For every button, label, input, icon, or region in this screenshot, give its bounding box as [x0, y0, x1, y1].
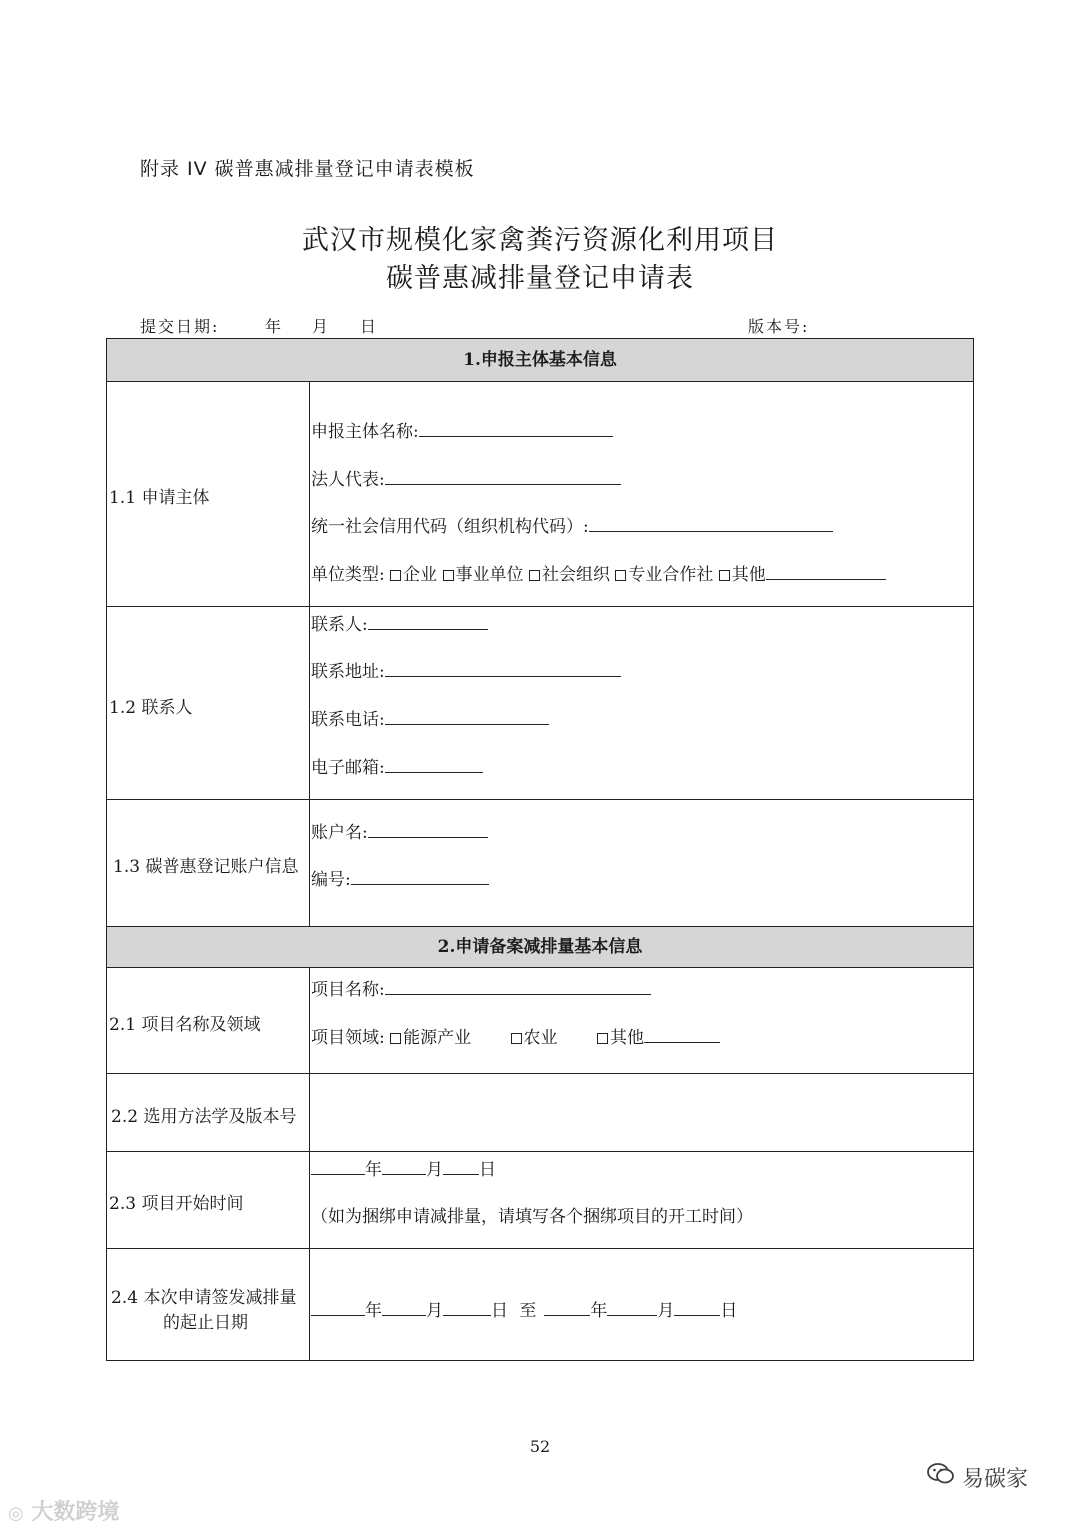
- account-number-field[interactable]: [311, 865, 489, 890]
- unit-type-label: 单位类型:: [311, 565, 385, 585]
- checkbox-icon[interactable]: [390, 1033, 401, 1044]
- unit-type-cooperative[interactable]: 专业合作社: [615, 565, 713, 585]
- start-month-blank[interactable]: [382, 1158, 426, 1175]
- start-day-blank[interactable]: [443, 1158, 479, 1175]
- unit-type-field: [311, 560, 886, 585]
- divider: [107, 967, 973, 968]
- row-label-1-3: 1.3 碳普惠登记账户信息: [113, 857, 299, 877]
- contact-phone-field[interactable]: [311, 705, 549, 730]
- submit-date-label: 提交日期:: [140, 317, 220, 336]
- contact-person-field[interactable]: [311, 610, 488, 635]
- unit-type-other-blank[interactable]: [766, 563, 886, 580]
- watermark-right-text: 易碳家: [962, 1466, 1029, 1492]
- submit-month-label: 月: [312, 317, 331, 336]
- account-name-field[interactable]: [311, 818, 488, 843]
- unit-type-institution[interactable]: 事业单位: [443, 565, 524, 585]
- section2-header: 2.申请备案减排量基本信息: [107, 927, 973, 967]
- legal-rep-blank[interactable]: [385, 468, 621, 485]
- checkbox-icon[interactable]: [443, 570, 454, 581]
- contact-email-blank[interactable]: [385, 756, 483, 773]
- section1-header: 1.申报主体基本信息: [107, 339, 973, 381]
- divider: [107, 381, 973, 382]
- application-form-table: [106, 338, 974, 1361]
- from-year-blank[interactable]: [311, 1299, 365, 1316]
- contact-person-blank[interactable]: [368, 613, 488, 630]
- row-label-2-4-line2: 的起止日期: [163, 1313, 248, 1333]
- account-name-blank[interactable]: [368, 821, 488, 838]
- to-day-blank[interactable]: [674, 1299, 720, 1316]
- checkbox-icon[interactable]: [597, 1033, 608, 1044]
- checkbox-icon[interactable]: [615, 570, 626, 581]
- divider: [107, 606, 973, 607]
- contact-email-field[interactable]: [311, 753, 483, 778]
- row-label-2-3: 2.3 项目开始时间: [109, 1194, 244, 1214]
- divider: [107, 799, 973, 800]
- project-name-blank[interactable]: [385, 978, 651, 995]
- checkbox-icon[interactable]: [390, 570, 401, 581]
- form-subtitle: 碳普惠减排量登记申请表: [386, 263, 694, 294]
- page-number: 52: [529, 1437, 551, 1456]
- watermark-left-text: 大数跨境: [31, 1500, 120, 1525]
- contact-phone-blank[interactable]: [385, 708, 549, 725]
- row-label-2-4-line1: 2.4 本次申请签发减排量: [111, 1288, 297, 1308]
- applicant-name-field[interactable]: [311, 417, 613, 442]
- project-start-date-field[interactable]: 年 月 日: [311, 1155, 496, 1180]
- weibo-icon: ◎: [8, 1503, 24, 1524]
- form-title: 武汉市规模化家禽粪污资源化利用项目: [302, 225, 778, 256]
- to-year-blank[interactable]: [544, 1299, 590, 1316]
- contact-phone-label: 联系电话:: [311, 710, 385, 730]
- start-year-blank[interactable]: [311, 1158, 365, 1175]
- wechat-icon: [926, 1461, 956, 1493]
- unit-type-enterprise[interactable]: 企业: [390, 565, 437, 585]
- credit-code-blank[interactable]: [589, 515, 833, 532]
- project-name-label: 项目名称:: [311, 980, 385, 1000]
- appendix-heading: 附录 IV 碳普惠减排量登记申请表模板: [140, 158, 475, 180]
- unit-type-other[interactable]: 其他: [719, 565, 766, 585]
- applicant-name-blank[interactable]: [419, 420, 613, 437]
- domain-agriculture[interactable]: 农业: [511, 1028, 558, 1048]
- legal-rep-field[interactable]: [311, 465, 621, 490]
- bundled-note: （如为捆绑申请减排量，请填写各个捆绑项目的开工时间）: [311, 1207, 753, 1227]
- contact-address-blank[interactable]: [385, 660, 621, 677]
- account-number-blank[interactable]: [351, 868, 489, 885]
- contact-address-label: 联系地址:: [311, 662, 385, 682]
- divider: [107, 1073, 973, 1074]
- watermark-right: [926, 1461, 1028, 1493]
- unit-type-social-org[interactable]: 社会组织: [529, 565, 610, 585]
- column-divider: [309, 967, 310, 1360]
- project-domain-label: 项目领域:: [311, 1028, 385, 1048]
- account-name-label: 账户名:: [311, 823, 368, 843]
- legal-rep-label: 法人代表:: [311, 470, 385, 490]
- methodology-input-area[interactable]: [317, 1089, 967, 1129]
- account-number-label: 编号:: [311, 870, 351, 890]
- project-domain-field: [311, 1023, 720, 1048]
- divider: [107, 1248, 973, 1249]
- credit-code-label: 统一社会信用代码（组织机构代码）:: [311, 517, 589, 537]
- divider: [107, 1151, 973, 1152]
- domain-other[interactable]: 其他: [597, 1028, 644, 1048]
- checkbox-icon[interactable]: [719, 570, 730, 581]
- column-divider: [309, 381, 310, 927]
- contact-address-field[interactable]: [311, 657, 621, 682]
- domain-energy[interactable]: 能源产业: [390, 1028, 471, 1048]
- row-label-2-2: 2.2 选用方法学及版本号: [111, 1107, 297, 1127]
- domain-other-blank[interactable]: [644, 1026, 720, 1043]
- credit-code-field[interactable]: [311, 512, 833, 537]
- watermark-left: [8, 1495, 119, 1526]
- row-label-1-1: 1.1 申请主体: [109, 488, 210, 508]
- from-day-blank[interactable]: [443, 1299, 491, 1316]
- contact-email-label: 电子邮箱:: [311, 758, 385, 778]
- version-label: 版本号:: [748, 317, 810, 336]
- row-label-2-1: 2.1 项目名称及领域: [109, 1015, 261, 1035]
- checkbox-icon[interactable]: [529, 570, 540, 581]
- applicant-name-label: 申报主体名称:: [311, 422, 419, 442]
- issuance-period-field[interactable]: 年 月 日 至 年 月 日: [311, 1296, 737, 1321]
- submit-day-label: 日: [360, 317, 379, 336]
- checkbox-icon[interactable]: [511, 1033, 522, 1044]
- to-month-blank[interactable]: [607, 1299, 657, 1316]
- row-label-1-2: 1.2 联系人: [109, 698, 193, 718]
- project-name-field[interactable]: [311, 975, 651, 1000]
- from-month-blank[interactable]: [382, 1299, 426, 1316]
- submit-year-label: 年: [265, 317, 284, 336]
- contact-person-label: 联系人:: [311, 615, 368, 635]
